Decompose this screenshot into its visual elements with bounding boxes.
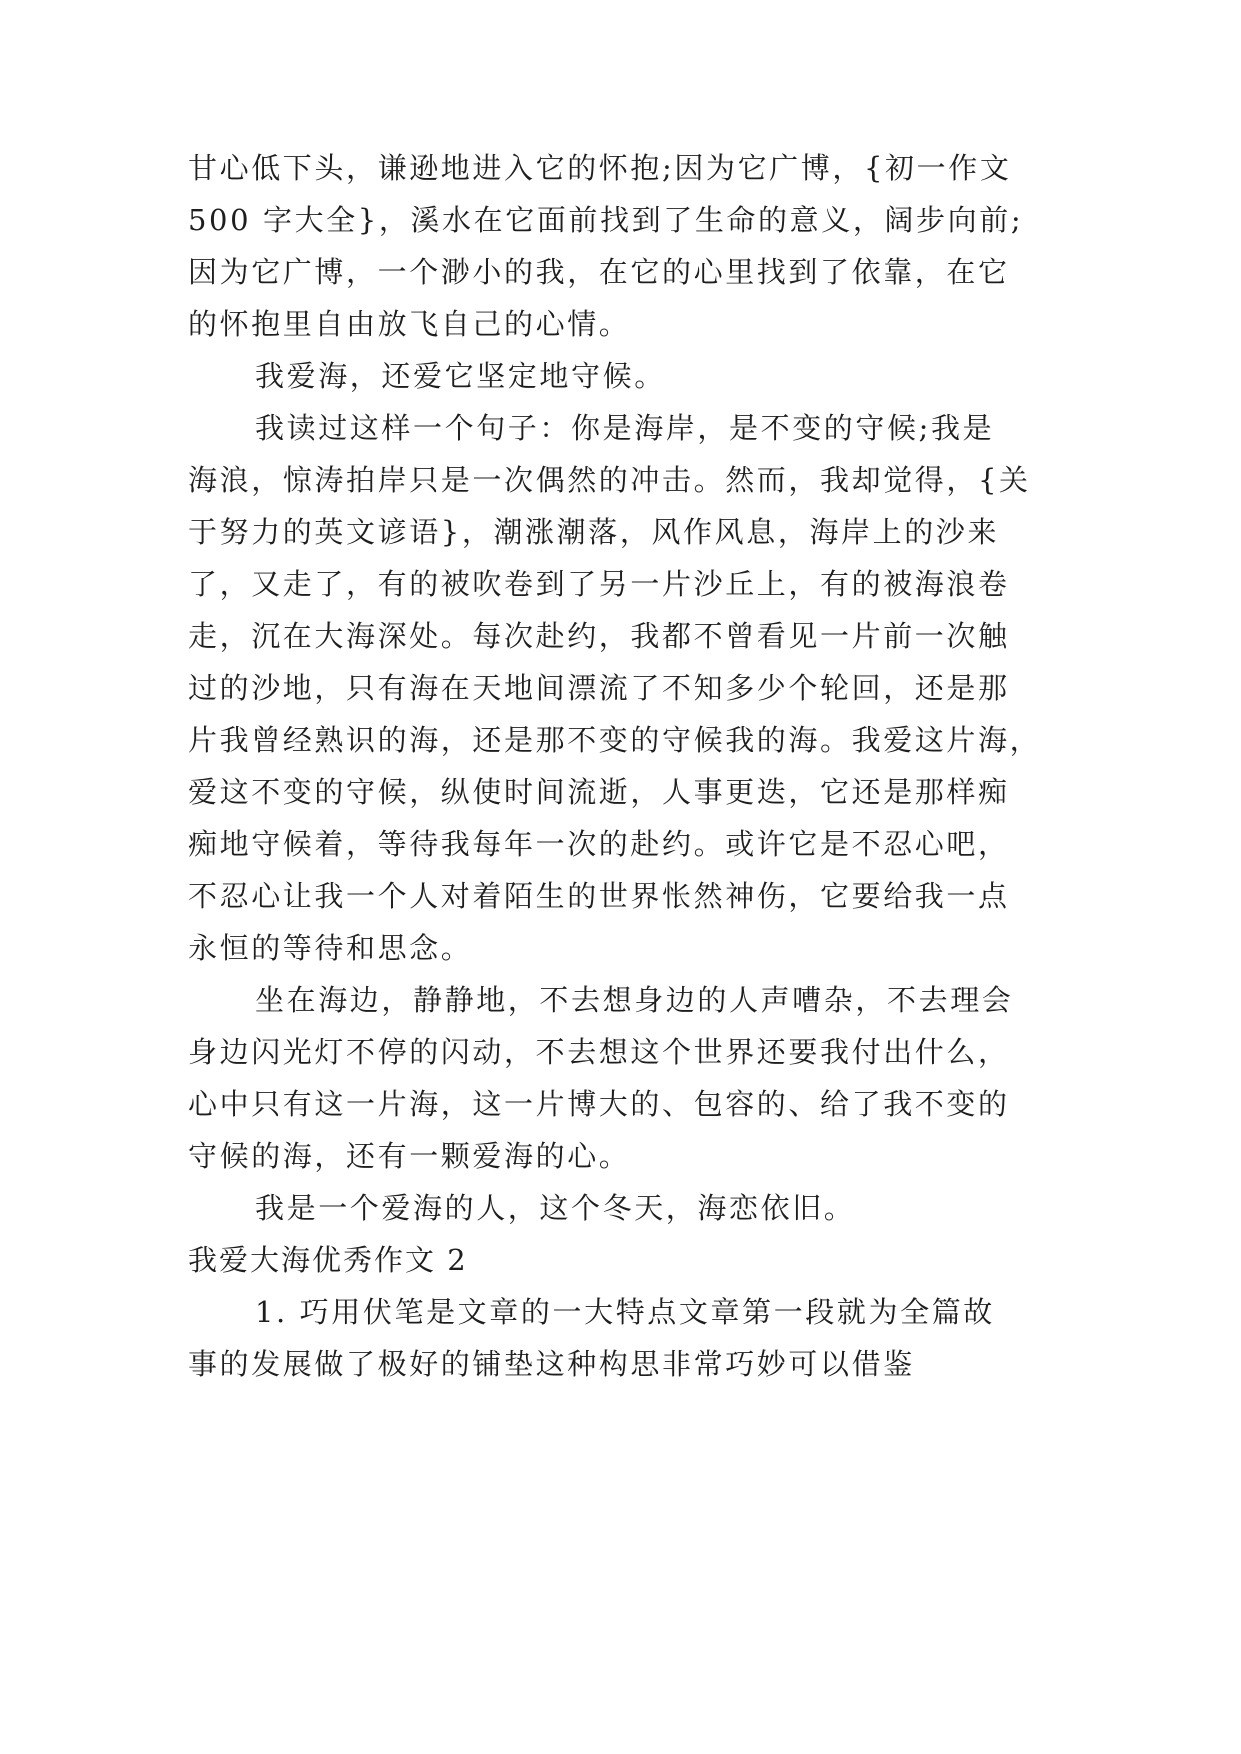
text-line: 甘心低下头，谦逊地进入它的怀抱;因为它广博，{初一作文 bbox=[188, 151, 1012, 185]
section-heading: 我爱大海优秀作文 2 bbox=[188, 1243, 468, 1277]
text-line: 因为它广博，一个渺小的我，在它的心里找到了依靠，在它 bbox=[188, 255, 1010, 289]
text-line: 于努力的英文谚语}，潮涨潮落，风作风息，海岸上的沙来 bbox=[188, 515, 1000, 549]
text-line: 事的发展做了极好的铺垫这种构思非常巧妙可以借鉴 bbox=[188, 1347, 915, 1381]
text-line: 痴地守候着，等待我每年一次的赴约。或许它是不忍心吧， bbox=[188, 827, 1010, 861]
text-line: 坐在海边，静静地，不去想身边的人声嘈杂，不去理会 bbox=[255, 983, 1014, 1017]
text-line: 1. 巧用伏笔是文章的一大特点文章第一段就为全篇故 bbox=[255, 1295, 995, 1329]
text-line: 永恒的等待和思念。 bbox=[188, 931, 473, 965]
text-line: 我是一个爱海的人，这个冬天，海恋依旧。 bbox=[255, 1191, 856, 1225]
text-line: 海浪，惊涛拍岸只是一次偶然的冲击。然而，我却觉得，{关 bbox=[188, 463, 1031, 497]
text-line: 我爱海，还爱它坚定地守候。 bbox=[255, 359, 666, 393]
text-line: 片我曾经熟识的海，还是那不变的守候我的海。我爱这片海， bbox=[188, 723, 1042, 757]
text-line: 的怀抱里自由放飞自己的心情。 bbox=[188, 307, 631, 341]
text-line: 走，沉在大海深处。每次赴约，我都不曾看见一片前一次触 bbox=[188, 619, 1010, 653]
text-line: 爱这不变的守候，纵使时间流逝，人事更迭，它还是那样痴 bbox=[188, 775, 1010, 809]
text-line: 心中只有这一片海，这一片博大的、包容的、给了我不变的 bbox=[188, 1087, 1010, 1121]
text-line: 守候的海，还有一颗爱海的心。 bbox=[188, 1139, 631, 1173]
text-line: 过的沙地，只有海在天地间漂流了不知多少个轮回，还是那 bbox=[188, 671, 1010, 705]
text-line: 500 字大全}，溪水在它面前找到了生命的意义，阔步向前; bbox=[188, 203, 1024, 237]
text-line: 了，又走了，有的被吹卷到了另一片沙丘上，有的被海浪卷 bbox=[188, 567, 1010, 601]
text-line: 身边闪光灯不停的闪动，不去想这个世界还要我付出什么， bbox=[188, 1035, 1010, 1069]
text-line: 不忍心让我一个人对着陌生的世界怅然神伤，它要给我一点 bbox=[188, 879, 1010, 913]
text-line: 我读过这样一个句子：你是海岸，是不变的守候;我是 bbox=[255, 411, 995, 445]
